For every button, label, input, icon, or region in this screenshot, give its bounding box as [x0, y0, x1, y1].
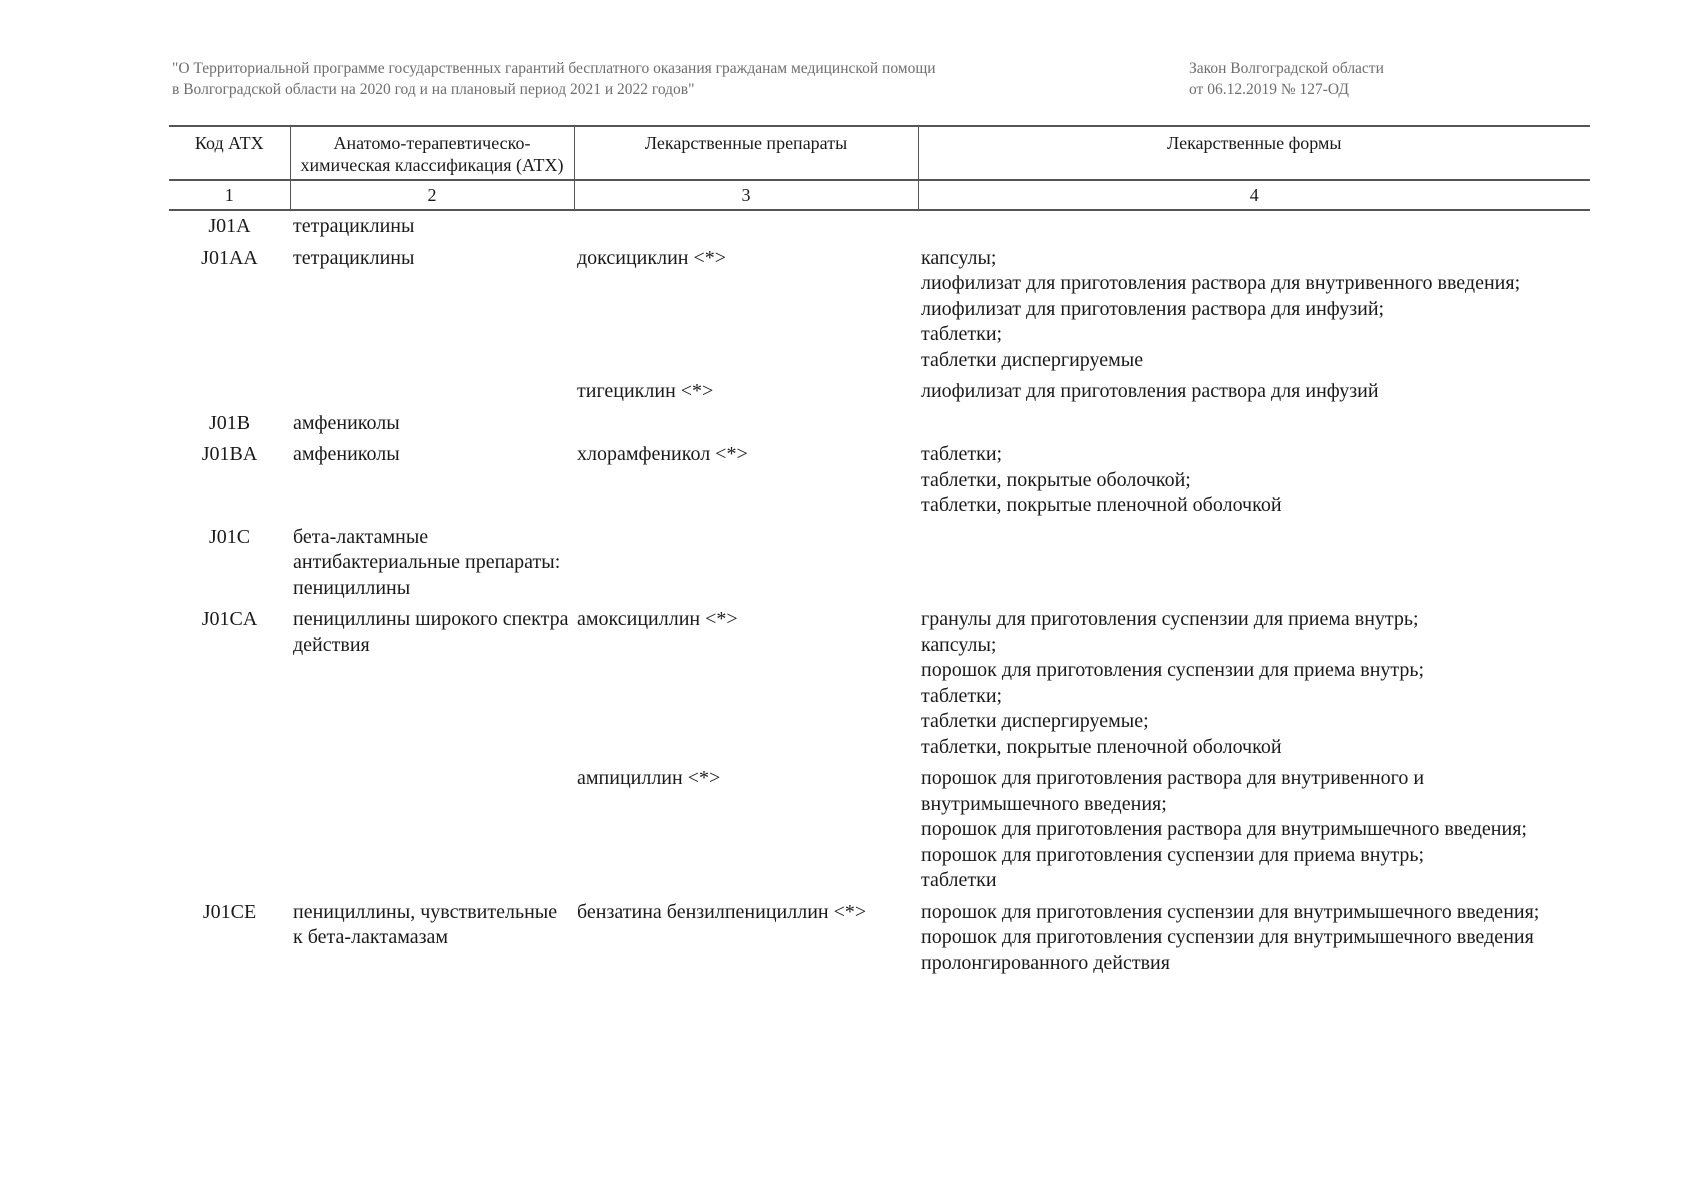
- atc-classification-cell: бета-лактамные антибактериальные препараты: пенициллины: [293, 525, 561, 599]
- dosage-form-item: таблетки;: [921, 443, 1003, 465]
- law-title-line: "О Территориальной программе государственных гарантий бесплатного оказания гражданам медицинской помощи: [172, 60, 936, 77]
- atc-code-cell: J01AA: [201, 246, 258, 269]
- dosage-forms-cell: [918, 604, 1590, 763]
- dosage-form-item: лиофилизат для приготовления раствора для инфузий;: [921, 297, 1385, 320]
- dosage-form-item: гранулы для приготовления суспензии для приема внутрь;: [921, 608, 1419, 630]
- drug-name-cell: [574, 210, 918, 243]
- law-title: [172, 58, 1052, 100]
- dosage-forms-cell: [918, 897, 1590, 980]
- dosage-form-item: порошок для приготовления суспензии для приема внутрь;: [921, 843, 1425, 866]
- drug-name-cell: бензатина бензилпенициллин <*>: [577, 900, 867, 923]
- law-reference-line: от 06.12.2019 № 127-ОД: [1189, 81, 1349, 98]
- dosage-forms-cell: [918, 763, 1590, 897]
- dosage-form-item: таблетки диспергируемые: [921, 348, 1144, 371]
- atc-code-cell: J01C: [208, 525, 251, 548]
- atc-classification-cell: [290, 376, 574, 408]
- atc-code-cell: J01A: [208, 215, 251, 237]
- column-number-row: [169, 180, 1590, 210]
- drug-name-cell: [574, 408, 918, 440]
- column-number: 3: [574, 180, 918, 210]
- dosage-form-item: лиофилизат для приготовления раствора для внутривенного введения;: [921, 272, 1521, 294]
- column-number: 4: [918, 180, 1590, 210]
- drug-name-cell: амоксициллин <*>: [577, 608, 738, 630]
- drug-name-cell: ампициллин <*>: [577, 767, 721, 789]
- atc-code-cell: J01BA: [201, 443, 258, 465]
- table-header-row: [169, 126, 1590, 180]
- dosage-forms-cell: [918, 243, 1590, 377]
- column-header-code: Код АТХ: [169, 126, 290, 180]
- table-row: [169, 210, 1590, 243]
- table-row: [169, 763, 1590, 897]
- table-body: [169, 210, 1590, 979]
- drug-name-cell: [574, 522, 918, 605]
- table-row: [169, 408, 1590, 440]
- atc-code-cell: J01CA: [201, 608, 258, 630]
- dosage-form-item: порошок для приготовления суспензии для внутримышечного введения;: [921, 900, 1540, 923]
- column-number: 1: [169, 180, 290, 210]
- table-row: [169, 604, 1590, 763]
- dosage-form-item: капсулы;: [921, 246, 997, 269]
- dosage-form-item: порошок для приготовления суспензии для приема внутрь;: [921, 659, 1425, 681]
- atc-code-cell: [169, 376, 290, 408]
- dosage-form-item: таблетки;: [921, 323, 1003, 345]
- drug-name-cell: тигециклин <*>: [577, 380, 714, 402]
- dosage-forms-cell: [918, 408, 1590, 440]
- law-reference: [1189, 58, 1589, 100]
- dosage-form-item: таблетки, покрытые пленочной оболочкой: [921, 735, 1282, 758]
- drug-name-cell: хлорамфеникол <*>: [577, 443, 748, 465]
- dosage-form-item: порошок для приготовления суспензии для внутримышечного введения пролонгированного действия: [921, 926, 1534, 974]
- atc-classification-cell: тетрациклины: [293, 246, 415, 269]
- atc-classification-cell: амфениколы: [293, 411, 400, 434]
- atc-code-cell: J01B: [208, 411, 251, 434]
- dosage-form-item: таблетки диспергируемые;: [921, 710, 1149, 732]
- dosage-forms-cell: [918, 376, 1590, 408]
- dosage-form-item: лиофилизат для приготовления раствора для инфузий: [921, 380, 1379, 402]
- dosage-forms-cell: [918, 439, 1590, 522]
- page-header: [172, 58, 1592, 106]
- table-row: [169, 243, 1590, 377]
- atc-code-cell: J01CE: [202, 900, 257, 923]
- table-row: [169, 439, 1590, 522]
- law-reference-line: Закон Волгоградской области: [1189, 60, 1384, 77]
- atc-classification-cell: пенициллины широкого спектра действия: [293, 608, 569, 656]
- atc-drug-table: [169, 125, 1590, 979]
- column-number: 2: [290, 180, 574, 210]
- dosage-forms-cell: [918, 522, 1590, 605]
- table-row: [169, 897, 1590, 980]
- column-header-forms: Лекарственные формы: [918, 126, 1590, 180]
- dosage-form-item: порошок для приготовления раствора для внутривенного и внутримышечного введения;: [921, 767, 1425, 815]
- atc-code-cell: [169, 763, 290, 897]
- table-row: [169, 376, 1590, 408]
- dosage-form-item: порошок для приготовления раствора для внутримышечного введения;: [921, 818, 1527, 840]
- dosage-form-item: таблетки, покрытые оболочкой;: [921, 468, 1191, 491]
- atc-classification-cell: [290, 763, 574, 897]
- law-title-line: в Волгоградской области на 2020 год и на плановый период 2021 и 2022 годов": [172, 81, 695, 98]
- dosage-form-item: таблетки;: [921, 684, 1003, 707]
- dosage-form-item: таблетки: [921, 869, 997, 891]
- column-header-drugs: Лекарственные препараты: [574, 126, 918, 180]
- dosage-forms-cell: [918, 210, 1590, 243]
- table-row: [169, 522, 1590, 605]
- atc-classification-cell: пенициллины, чувствительные к бета-лактамазам: [293, 900, 558, 948]
- drug-name-cell: доксициклин <*>: [577, 246, 727, 269]
- column-header-classification: Анатомо-терапевтическо-химическая классификация (АТХ): [290, 126, 574, 180]
- dosage-form-item: капсулы;: [921, 633, 997, 656]
- atc-classification-cell: амфениколы: [293, 443, 400, 465]
- atc-classification-cell: тетрациклины: [293, 215, 415, 237]
- dosage-form-item: таблетки, покрытые пленочной оболочкой: [921, 494, 1282, 516]
